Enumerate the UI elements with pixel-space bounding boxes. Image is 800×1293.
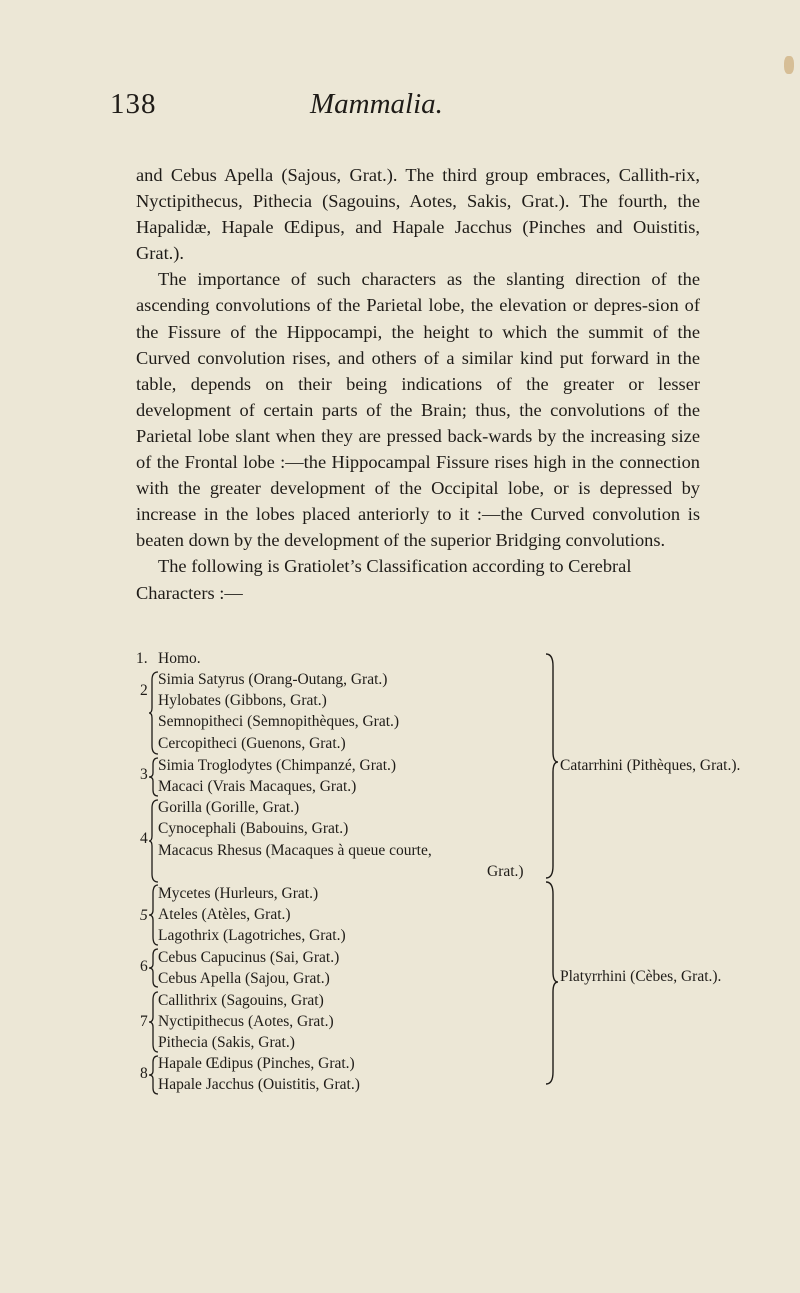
group-number-2: 2 (140, 682, 148, 699)
classification-item: Macacus Rhesus (Macaques à queue courte, (158, 842, 432, 859)
group-number-1: 1. (136, 650, 148, 667)
super-group-platyrrhini: Platyrrhini (Cèbes, Grat.). (560, 968, 722, 985)
paragraph-3: The following is Gratiolet’s Classification according to Cerebral Characters :— (136, 556, 632, 603)
running-title: Mammalia. (310, 88, 443, 120)
classification-item: Simia Satyrus (Orang-Outang, Grat.) (158, 671, 388, 688)
classification-item: Gorilla (Gorille, Grat.) (158, 799, 300, 816)
classification-item: Nyctipithecus (Aotes, Grat.) (158, 1013, 334, 1030)
page-number: 138 (110, 88, 157, 120)
classification-item: Grat.) (487, 863, 524, 880)
group-number-3: 3 (140, 766, 148, 783)
page-header (110, 88, 690, 128)
body-text (136, 162, 700, 606)
classification-table-tail (136, 1011, 796, 1111)
classification-item: Ateles (Atèles, Grat.) (158, 906, 291, 923)
classification-item: Cynocephali (Babouins, Grat.) (158, 820, 349, 837)
classification-item: Hapale Jacchus (Ouistitis, Grat.) (158, 1076, 360, 1093)
classification-item: Cercopitheci (Guenons, Grat.) (158, 735, 346, 752)
group-number-8: 8 (140, 1065, 148, 1082)
paragraph-2: The importance of such characters as the slanting direction of the ascending convolutions of the Parietal lobe, the elevation or depres-sion of the Fissure of the Hippocampi, the height to which the summit of the Curved convolution rises, and others of a similar kind put forward in the table, depends on their being indications of the greater or lesser development of certain parts of the Brain; thus, the convolutions of the Parietal lobe slant when they are pressed back-wards by the increasing size of the Frontal lobe :—the Hippocampal Fissure rises high in the connection with the greater development of the Occipital lobe, or is depressed by increase in the lobes placed anteriorly to it :—the Curved convolution is beaten down by the development of the superior Bridging convolutions. (136, 269, 700, 551)
classification-item: Cebus Apella (Sajou, Grat.) (158, 970, 330, 987)
group-number-5: 5 (140, 907, 148, 924)
page-stain (784, 56, 794, 74)
classification-item: Simia Troglodytes (Chimpanzé, Grat.) (158, 757, 397, 774)
classification-item: Hylobates (Gibbons, Grat.) (158, 692, 327, 709)
classification-item: Lagothrix (Lagotriches, Grat.) (158, 927, 346, 944)
brace-icon (544, 880, 560, 1086)
paragraph-1: and Cebus Apella (Sajous, Grat.). The third group embraces, Callith-rix, Nyctipithecus, Pithecia (Sagouins, Aotes, Sakis, Grat.). The fourth, the Hapalidæ, Hapale Œdipus, and Hapale Jacchus (Pinches and Ouistitis, Grat.). (136, 165, 700, 264)
classification-item: Semnopitheci (Semnopithèques, Grat.) (158, 713, 400, 730)
group-number-4: 4 (140, 830, 148, 847)
group-number-7: 7 (140, 1013, 148, 1030)
classification-item: Pithecia (Sakis, Grat.) (158, 1034, 295, 1051)
super-group-catarrhini: Catarrhini (Pithèques, Grat.). (560, 757, 741, 774)
classification-item: Cebus Capucinus (Sai, Grat.) (158, 949, 340, 966)
classification-item: Macaci (Vrais Macaques, Grat.) (158, 778, 357, 795)
classification-item: Homo. (158, 650, 201, 667)
group-number-6: 6 (140, 958, 148, 975)
brace-icon (544, 652, 560, 880)
classification-item: Hapale Œdipus (Pinches, Grat.) (158, 1055, 355, 1072)
classification-item: Mycetes (Hurleurs, Grat.) (158, 885, 319, 902)
classification-item: Callithrix (Sagouins, Grat) (158, 992, 324, 1009)
